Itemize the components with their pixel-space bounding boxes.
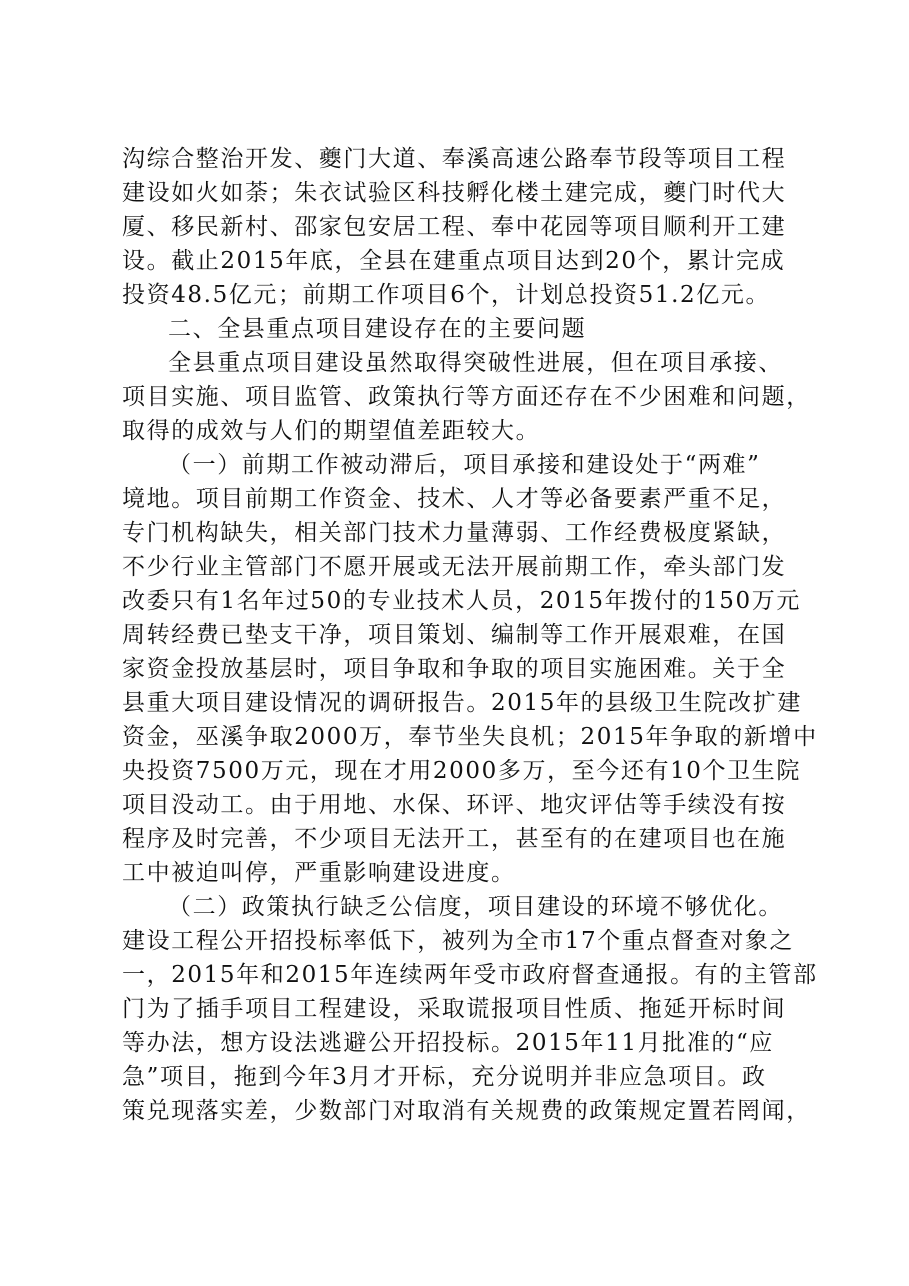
text-line: 二、全县重点项目建设存在的主要问题 bbox=[168, 316, 587, 342]
text-line: 厦、移民新村、邵家包安居工程、奉中花园等项目顺利开工建 bbox=[122, 214, 787, 240]
text-line: 全县重点项目建设虽然取得突破性进展，但在项目承接、 bbox=[168, 350, 783, 376]
text-line: 急”项目，拖到今年3月才开标，充分说明并非应急项目。政 bbox=[122, 1064, 767, 1090]
text-line: 不少行业主管部门不愿开展或无法开展前期工作，牵头部门发 bbox=[122, 554, 787, 580]
text-line: 专门机构缺失，相关部门技术力量薄弱、工作经费极度紧缺， bbox=[122, 520, 787, 546]
text-line: （二）政策执行缺乏公信度，项目建设的环境不够优化。 bbox=[168, 894, 783, 920]
text-line: 家资金投放基层时，项目争取和争取的项目实施困难。关于全 bbox=[122, 656, 787, 682]
text-line: 资金，巫溪争取2000万，奉节坐失良机；2015年争取的新增中 bbox=[122, 724, 818, 750]
text-line: 策兑现落实差，少数部门对取消有关规费的政策规定置若罔闻， bbox=[122, 1098, 811, 1124]
text-line: 建设工程公开招投标率低下，被列为全市17个重点督查对象之 bbox=[122, 928, 795, 954]
text-line: 县重大项目建设情况的调研报告。2015年的县级卫生院改扩建 bbox=[122, 690, 802, 716]
text-line: 改委只有1名年过50的专业技术人员，2015年拨付的150万元 bbox=[122, 588, 801, 614]
text-line: 周转经费已垫支干净，项目策划、编制等工作开展艰难，在国 bbox=[122, 622, 787, 648]
text-line: （一）前期工作被动滞后，项目承接和建设处于“两难” bbox=[168, 452, 761, 478]
text-line: 取得的成效与人们的期望值差距较大。 bbox=[122, 418, 541, 444]
text-line: 境地。项目前期工作资金、技术、人才等必备要素严重不足， bbox=[122, 486, 787, 512]
text-line: 沟综合整治开发、夔门大道、奉溪高速公路奉节段等项目工程 bbox=[122, 146, 787, 172]
text-line: 建设如火如荼；朱衣试验区科技孵化楼土建完成，夔门时代大 bbox=[122, 180, 787, 206]
text-line: 工中被迫叫停，严重影响建设进度。 bbox=[122, 860, 516, 886]
text-line: 设。截止2015年底，全县在建重点项目达到20个，累计完成 bbox=[122, 248, 786, 274]
text-line: 央投资7500万元，现在才用2000多万，至今还有10个卫生院 bbox=[122, 758, 801, 784]
document-body bbox=[122, 142, 818, 1128]
text-line: 门为了插手项目工程建设，采取谎报项目性质、拖延开标时间 bbox=[122, 996, 787, 1022]
text-line: 项目实施、项目监管、政策执行等方面还存在不少困难和问题， bbox=[122, 384, 811, 410]
text-line: 等办法，想方设法逃避公开招投标。2015年11月批准的“应 bbox=[122, 1030, 774, 1056]
text-line: 投资48.5亿元；前期工作项目6个，计划总投资51.2亿元。 bbox=[122, 282, 771, 308]
text-line: 一，2015年和2015年连续两年受市政府督查通报。有的主管部 bbox=[122, 962, 818, 988]
text-line: 项目没动工。由于用地、水保、环评、地灾评估等手续没有按 bbox=[122, 792, 787, 818]
text-line: 程序及时完善，不少项目无法开工，甚至有的在建项目也在施 bbox=[122, 826, 787, 852]
